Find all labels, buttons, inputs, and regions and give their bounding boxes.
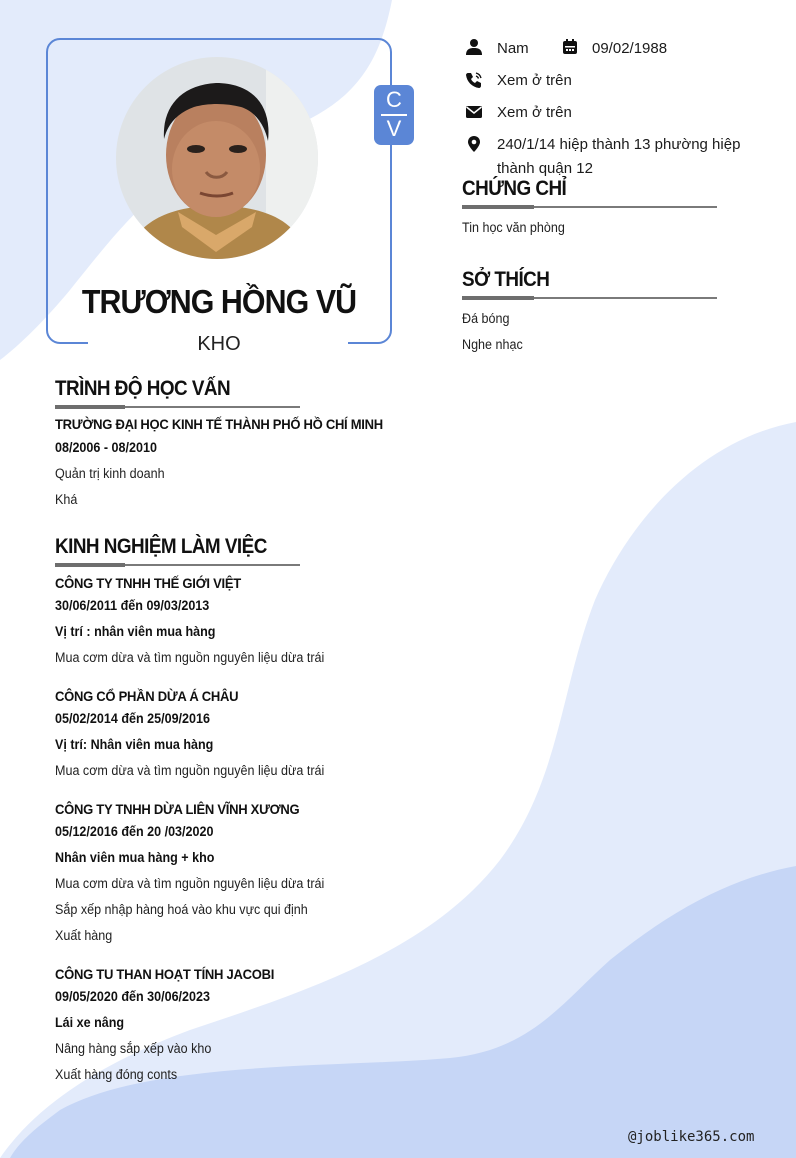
job-task: Nâng hàng sắp xếp vào kho	[55, 1041, 212, 1056]
job-task: Xuất hàng	[55, 928, 113, 943]
job-period: 05/02/2014 đến 25/09/2016	[55, 711, 210, 726]
candidate-position: KHO	[197, 333, 241, 355]
experience-heading: KINH NGHIỆM LÀM VIỆC	[55, 535, 267, 558]
profile-photo	[116, 57, 318, 259]
calendar-icon	[561, 38, 579, 56]
job-period: 05/12/2016 đến 20 /03/2020	[55, 824, 214, 839]
phone-icon	[465, 71, 483, 89]
job-role: Vị trí: Nhân viên mua hàng	[55, 737, 214, 752]
phone-value: Xem ở trên	[497, 72, 572, 89]
education-grade: Khá	[55, 492, 78, 507]
candidate-name: TRƯƠNG HỒNG VŨ	[81, 283, 357, 320]
job-period: 30/06/2011 đến 09/03/2013	[55, 598, 210, 613]
job-task: Xuất hàng đóng conts	[55, 1067, 178, 1082]
hobby-item: Nghe nhạc	[462, 337, 523, 352]
certificate-item: Tin học văn phòng	[462, 220, 565, 235]
job-company: CÔNG TY TNHH DỪA LIÊN VĨNH XƯƠNG	[55, 801, 300, 817]
cv-badge	[374, 85, 414, 145]
email-value: Xem ở trên	[497, 104, 572, 121]
person-portrait-icon	[116, 57, 318, 259]
address-line-2: thành quận 12	[497, 160, 593, 177]
hobby-item: Đá bóng	[462, 311, 510, 326]
certificates-underline	[462, 206, 717, 208]
job-company: CÔNG TU THAN HOẠT TÍNH JACOBI	[55, 966, 275, 982]
job-task: Mua cơm dừa và tìm nguồn nguyên liệu dừa trái	[55, 763, 325, 778]
envelope-icon	[465, 103, 483, 121]
birthdate-value: 09/02/1988	[592, 40, 668, 57]
job-role: Lái xe nâng	[55, 1015, 125, 1030]
education-major: Quản trị kinh doanh	[55, 466, 165, 481]
job-task: Sắp xếp nhập hàng hoá vào khu vực qui định	[55, 902, 308, 917]
hobbies-underline	[462, 297, 717, 299]
user-icon	[465, 38, 483, 56]
job-role: Vị trí : nhân viên mua hàng	[55, 624, 216, 639]
hobbies-heading: SỞ THÍCH	[462, 268, 550, 291]
education-underline	[55, 406, 300, 408]
address-line-1: 240/1/14 hiệp thành 13 phường hiệp	[497, 136, 741, 153]
education-school: TRƯỜNG ĐẠI HỌC KINH TẾ THÀNH PHỐ HỒ CHÍ MINH	[55, 416, 383, 432]
cv-badge-top-letter: C	[386, 87, 402, 112]
job-period: 09/05/2020 đến 30/06/2023	[55, 989, 210, 1004]
education-heading: TRÌNH ĐỘ HỌC VẤN	[55, 377, 231, 400]
job-company: CÔNG TY TNHH THẾ GIỚI VIỆT	[55, 575, 241, 591]
certificates-heading: CHỨNG CHỈ	[462, 177, 567, 200]
footer-watermark: @joblike365.com	[628, 1129, 755, 1145]
education-period: 08/2006 - 08/2010	[55, 440, 157, 455]
job-task: Mua cơm dừa và tìm nguồn nguyên liệu dừa trái	[55, 876, 325, 891]
job-company: CÔNG CỔ PHẦN DỪA Á CHÂU	[55, 688, 239, 704]
job-task: Mua cơm dừa và tìm nguồn nguyên liệu dừa trái	[55, 650, 325, 665]
gender-value: Nam	[497, 40, 529, 57]
map-pin-icon	[465, 135, 483, 153]
experience-underline	[55, 564, 300, 566]
cv-badge-bottom-letter: V	[386, 116, 402, 141]
job-role: Nhân viên mua hàng + kho	[55, 850, 215, 865]
